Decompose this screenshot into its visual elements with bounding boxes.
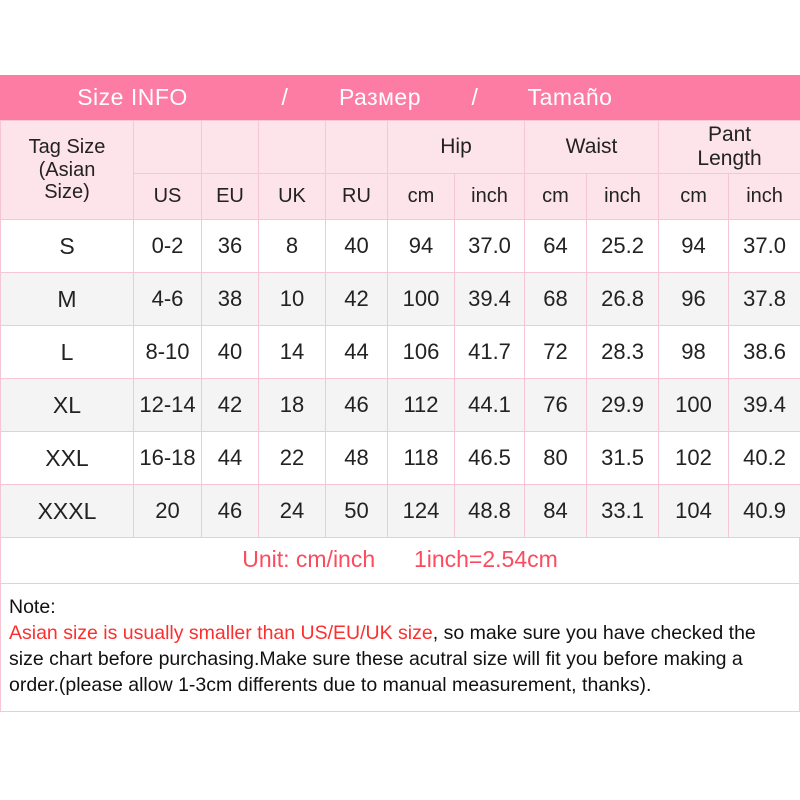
col-header-waist-inch: inch xyxy=(587,174,659,220)
cell-pant-cm: 104 xyxy=(659,485,729,538)
col-header-uk: UK xyxy=(259,174,326,220)
pant-length-line1: Pant xyxy=(707,122,752,146)
cell-hip-inch: 44.1 xyxy=(455,379,525,432)
cell-waist-inch: 33.1 xyxy=(587,485,659,538)
cell-eu: 42 xyxy=(202,379,259,432)
col-header-pant-inch: inch xyxy=(729,174,800,220)
cell-us: 12-14 xyxy=(134,379,202,432)
col-header-tag-size xyxy=(1,121,134,220)
cell-pant-inch: 37.0 xyxy=(729,220,800,273)
table-row xyxy=(1,432,800,485)
cell-us: 4-6 xyxy=(134,273,202,326)
cell-eu: 40 xyxy=(202,326,259,379)
header-title-en: Size INFO xyxy=(77,84,188,110)
cell-hip-inch: 48.8 xyxy=(455,485,525,538)
cell-pant-inch: 39.4 xyxy=(729,379,800,432)
cell-waist-inch: 28.3 xyxy=(587,326,659,379)
cell-us: 16-18 xyxy=(134,432,202,485)
cell-uk: 24 xyxy=(259,485,326,538)
pant-length-line2: Length xyxy=(697,147,762,170)
header-separator-1: / xyxy=(281,84,289,110)
cell-hip-cm: 112 xyxy=(388,379,455,432)
cell-hip-inch: 37.0 xyxy=(455,220,525,273)
cell-uk: 8 xyxy=(259,220,326,273)
tag-size-line1: Tag Size xyxy=(28,136,106,159)
cell-tag: S xyxy=(1,220,134,273)
col-header-waist-cm: cm xyxy=(525,174,587,220)
cell-waist-inch: 26.8 xyxy=(587,273,659,326)
cell-hip-cm: 100 xyxy=(388,273,455,326)
cell-hip-inch: 41.7 xyxy=(455,326,525,379)
cell-pant-inch: 40.9 xyxy=(729,485,800,538)
cell-waist-cm: 80 xyxy=(525,432,587,485)
header-separator-2: / xyxy=(471,84,479,110)
cell-waist-cm: 72 xyxy=(525,326,587,379)
cell-waist-cm: 76 xyxy=(525,379,587,432)
cell-ru: 40 xyxy=(326,220,388,273)
cell-ru: 44 xyxy=(326,326,388,379)
col-header-waist: Waist xyxy=(525,121,659,174)
table-row xyxy=(1,273,800,326)
cell-pant-cm: 100 xyxy=(659,379,729,432)
table-row xyxy=(1,220,800,273)
col-header-pant-length xyxy=(659,121,800,174)
cell-waist-inch: 29.9 xyxy=(587,379,659,432)
cell-pant-inch: 37.8 xyxy=(729,273,800,326)
cell-uk: 22 xyxy=(259,432,326,485)
cell-waist-cm: 68 xyxy=(525,273,587,326)
cell-eu: 46 xyxy=(202,485,259,538)
col-header-hip: Hip xyxy=(388,121,525,174)
unit-text: Unit: cm/inch xyxy=(242,546,376,572)
cell-hip-cm: 106 xyxy=(388,326,455,379)
size-info-header xyxy=(0,75,800,120)
cell-eu: 36 xyxy=(202,220,259,273)
cell-waist-inch: 25.2 xyxy=(587,220,659,273)
cell-pant-inch: 40.2 xyxy=(729,432,800,485)
cell-tag: L xyxy=(1,326,134,379)
cell-waist-cm: 84 xyxy=(525,485,587,538)
col-header-us-spacer xyxy=(134,121,202,174)
cell-ru: 42 xyxy=(326,273,388,326)
cell-uk: 14 xyxy=(259,326,326,379)
note-label: Note: xyxy=(9,596,56,618)
cell-ru: 48 xyxy=(326,432,388,485)
cell-waist-cm: 64 xyxy=(525,220,587,273)
cell-pant-cm: 96 xyxy=(659,273,729,326)
table-row xyxy=(1,379,800,432)
tag-size-line3: Size) xyxy=(44,181,90,204)
cell-eu: 44 xyxy=(202,432,259,485)
col-header-eu-spacer xyxy=(202,121,259,174)
tag-size-line2: (Asian xyxy=(38,158,96,181)
col-header-hip-cm: cm xyxy=(388,174,455,220)
header-title-es: Tamaño xyxy=(527,84,613,110)
col-header-eu: EU xyxy=(202,174,259,220)
cell-us: 20 xyxy=(134,485,202,538)
cell-us: 0-2 xyxy=(134,220,202,273)
cell-hip-cm: 94 xyxy=(388,220,455,273)
table-row xyxy=(1,326,800,379)
cell-tag: XXXL xyxy=(1,485,134,538)
cell-pant-inch: 38.6 xyxy=(729,326,800,379)
note-block xyxy=(0,584,800,712)
col-header-us: US xyxy=(134,174,202,220)
table-row xyxy=(1,485,800,538)
cell-hip-cm: 118 xyxy=(388,432,455,485)
note-body xyxy=(9,620,791,698)
header-title-ru: Размер xyxy=(338,84,422,110)
conversion-text: 1inch=2.54cm xyxy=(413,546,558,572)
col-header-hip-inch: inch xyxy=(455,174,525,220)
cell-tag: XXL xyxy=(1,432,134,485)
note-rest-text: , so make sure you have checked the size chart before purchasing.Make sure these acutral size will fit you before making a order.(please allow 1-3cm differents due to manual measurement, thanks). xyxy=(9,622,756,697)
cell-tag: M xyxy=(1,273,134,326)
size-table xyxy=(0,120,800,538)
unit-note-row xyxy=(0,538,800,584)
note-red-text: Asian size is usually smaller than US/EU/UK size xyxy=(9,622,433,645)
size-chart xyxy=(0,75,800,712)
col-header-ru: RU xyxy=(326,174,388,220)
cell-uk: 18 xyxy=(259,379,326,432)
col-header-ru-spacer xyxy=(326,121,388,174)
cell-hip-cm: 124 xyxy=(388,485,455,538)
col-header-uk-spacer xyxy=(259,121,326,174)
cell-ru: 46 xyxy=(326,379,388,432)
cell-eu: 38 xyxy=(202,273,259,326)
cell-ru: 50 xyxy=(326,485,388,538)
col-header-pant-cm: cm xyxy=(659,174,729,220)
cell-pant-cm: 98 xyxy=(659,326,729,379)
table-header-group-row xyxy=(1,121,800,174)
cell-tag: XL xyxy=(1,379,134,432)
cell-hip-inch: 46.5 xyxy=(455,432,525,485)
cell-uk: 10 xyxy=(259,273,326,326)
cell-hip-inch: 39.4 xyxy=(455,273,525,326)
cell-pant-cm: 102 xyxy=(659,432,729,485)
cell-pant-cm: 94 xyxy=(659,220,729,273)
cell-waist-inch: 31.5 xyxy=(587,432,659,485)
cell-us: 8-10 xyxy=(134,326,202,379)
